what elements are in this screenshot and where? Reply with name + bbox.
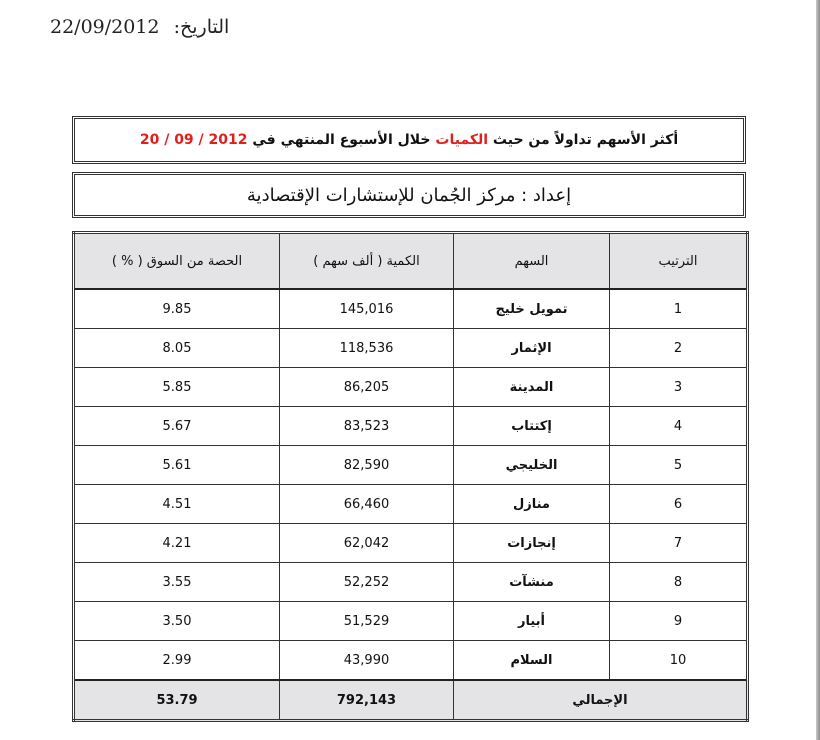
cell-stock: المدينة xyxy=(454,368,610,407)
cell-rank: 7 xyxy=(610,524,748,563)
cell-share: 5.67 xyxy=(74,407,280,446)
prepared-by-box xyxy=(72,172,746,218)
header-stock: السهم xyxy=(454,233,610,290)
cell-rank: 10 xyxy=(610,641,748,681)
page-edge xyxy=(816,0,820,740)
cell-rank: 8 xyxy=(610,563,748,602)
table-row xyxy=(74,641,748,681)
cell-share: 3.55 xyxy=(74,563,280,602)
cell-stock: الإثمار xyxy=(454,329,610,368)
table-row xyxy=(74,563,748,602)
cell-share: 3.50 xyxy=(74,602,280,641)
cell-share: 5.85 xyxy=(74,368,280,407)
title-highlight: الكميات xyxy=(435,132,489,148)
table-row xyxy=(74,329,748,368)
cell-share: 8.05 xyxy=(74,329,280,368)
cell-share: 4.51 xyxy=(74,485,280,524)
cell-rank: 3 xyxy=(610,368,748,407)
cell-share: 5.61 xyxy=(74,446,280,485)
date-value: 22/09/2012 xyxy=(50,16,160,38)
cell-quantity: 86,205 xyxy=(280,368,454,407)
cell-quantity: 83,523 xyxy=(280,407,454,446)
cell-stock: إنجازات xyxy=(454,524,610,563)
cell-rank: 4 xyxy=(610,407,748,446)
report-title xyxy=(72,116,746,164)
table-row xyxy=(74,289,748,329)
title-part1: أكثر الأسهم تداولاً من حيث xyxy=(492,132,679,148)
cell-quantity: 43,990 xyxy=(280,641,454,681)
cell-rank: 6 xyxy=(610,485,748,524)
cell-quantity: 62,042 xyxy=(280,524,454,563)
total-row xyxy=(74,680,748,721)
cell-quantity: 66,460 xyxy=(280,485,454,524)
cell-stock: السلام xyxy=(454,641,610,681)
header-quantity: الكمية ( ألف سهم ) xyxy=(280,233,454,290)
prepared-by: إعداد : مركز الجُمان للإستشارات الإقتصادية xyxy=(246,184,572,206)
total-share: 53.79 xyxy=(74,680,280,721)
title-date: 20 / 09 / 2012 xyxy=(139,132,248,148)
cell-rank: 2 xyxy=(610,329,748,368)
cell-share: 2.99 xyxy=(74,641,280,681)
table-row xyxy=(74,524,748,563)
date-line xyxy=(50,16,229,38)
cell-quantity: 145,016 xyxy=(280,289,454,329)
cell-stock: الخليجي xyxy=(454,446,610,485)
title-part2: خلال الأسبوع المنتهي في xyxy=(252,132,431,148)
table-row xyxy=(74,485,748,524)
cell-share: 9.85 xyxy=(74,289,280,329)
table-header-row xyxy=(74,233,748,290)
table-row xyxy=(74,368,748,407)
header-rank: الترتيب xyxy=(610,233,748,290)
table-row xyxy=(74,602,748,641)
cell-quantity: 51,529 xyxy=(280,602,454,641)
cell-stock: منشآت xyxy=(454,563,610,602)
cell-share: 4.21 xyxy=(74,524,280,563)
table-row xyxy=(74,407,748,446)
cell-rank: 1 xyxy=(610,289,748,329)
cell-quantity: 118,536 xyxy=(280,329,454,368)
ranking-table xyxy=(72,231,749,722)
cell-rank: 5 xyxy=(610,446,748,485)
cell-stock: منازل xyxy=(454,485,610,524)
total-quantity: 792,143 xyxy=(280,680,454,721)
table-row xyxy=(74,446,748,485)
header-share: الحصة من السوق ( % ) xyxy=(74,233,280,290)
cell-stock: إكتتاب xyxy=(454,407,610,446)
cell-quantity: 82,590 xyxy=(280,446,454,485)
total-label: الإجمالي xyxy=(454,680,748,721)
cell-quantity: 52,252 xyxy=(280,563,454,602)
cell-rank: 9 xyxy=(610,602,748,641)
cell-stock: أبيار xyxy=(454,602,610,641)
date-label: التاريخ: xyxy=(173,16,230,38)
cell-stock: تمويل خليج xyxy=(454,289,610,329)
